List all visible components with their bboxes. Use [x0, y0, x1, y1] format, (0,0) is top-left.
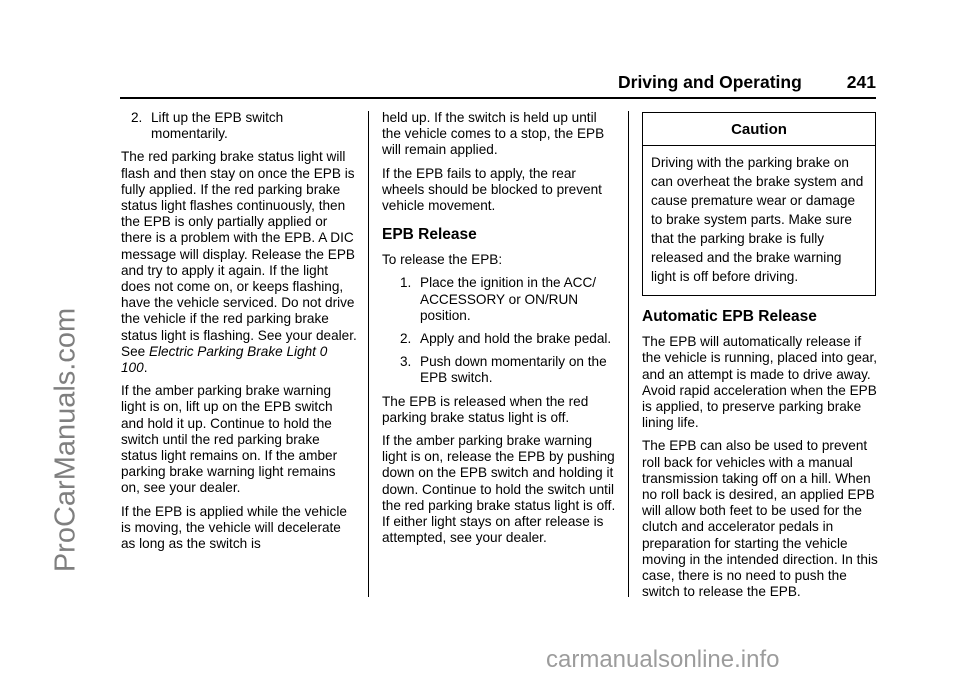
column-divider-2: [628, 111, 629, 597]
step-text: Push down momentarily on the EPB switch.: [420, 354, 607, 386]
step-number: 2.: [400, 331, 412, 347]
sentence-end: .: [143, 360, 148, 376]
step-number: 2.: [131, 110, 143, 125]
list-item: [131, 110, 357, 142]
paragraph: The EPB can also be used to prevent roll back for vehicles with a manual transmission taking off on a hill. When no roll back is desired, an applied EPB will allow both feet to be used for the clutch and accelerator pedals in preparation for starting the vehicle moving in the intended direction. In this case, there is no need to push the switch to release the EPB.: [642, 438, 878, 600]
cross-reference-link[interactable]: [121, 344, 327, 375]
step-number: 1.: [400, 275, 412, 291]
step-text: Place the ignition in the ACC/ ACCESSORY or ON/RUN position.: [420, 275, 597, 323]
paragraph: To release the EPB:: [382, 252, 503, 268]
reference-page: 100: [121, 360, 144, 376]
step-text: Lift up the EPB switch momentarily.: [151, 110, 284, 142]
paragraph: held up. If the switch is held up until the vehicle comes to a stop, the EPB will remain applied.: [382, 110, 605, 158]
page-number: 241: [846, 72, 876, 92]
caution-title: Caution: [643, 113, 875, 146]
paragraph: If the EPB is applied while the vehicle is moving, the vehicle will decelerate as long as the switch is: [121, 503, 347, 552]
paragraph-text: The red parking brake status light will flash and then stay on once the EPB is fully applied. If the red parking brake status light flashes continuously, then the EPB is only partially applied or there is a problem with the EPB. A DIC message will display. Release the EPB and try to apply it again. If the light does not come on, or keeps flashing, have the vehicle serviced. Do not drive the vehicle if the red parking brake status light is flashing. See your dealer. See: [121, 149, 357, 359]
paragraph: [121, 149, 357, 376]
caution-box: [642, 112, 876, 296]
caution-text: Driving with the parking brake on can overheat the brake system and cause premature wear or damage to brake system parts. Make sure that the parking brake is fully released and the brake warning light is off before driving.: [651, 155, 864, 285]
paragraph: The EPB is released when the red parking brake status light is off.: [382, 393, 589, 425]
step-text: Apply and hold the brake pedal.: [420, 331, 612, 347]
section-heading: Automatic EPB Release: [642, 308, 817, 326]
column-2: [382, 110, 616, 553]
side-watermark: ProCarManuals.com: [49, 307, 82, 573]
page-arrow-icon: 0: [319, 343, 328, 359]
step-number: 3.: [400, 354, 412, 370]
column-divider-1: [368, 111, 369, 597]
paragraph: If the amber parking brake warning light is on, release the EPB by pushing down on the EPB switch and holding it down. Continue to hold the switch until the red parking brake status light is off. If either light stays on after release is attempted, see your dealer.: [382, 433, 616, 546]
list-item: [400, 275, 616, 324]
column-3: [642, 110, 878, 607]
section-heading: EPB Release: [382, 226, 477, 244]
reference-title: Electric Parking Brake Light: [148, 343, 316, 359]
section-title: Driving and Operating: [618, 72, 802, 92]
page-header: [618, 72, 876, 93]
paragraph: If the EPB fails to apply, the rear wheels should be blocked to prevent vehicle movement.: [382, 165, 602, 214]
paragraph: The EPB will automatically release if the vehicle is running, placed into gear, and an attempt is made to drive away. Avoid rapid acceleration when the EPB is applied, to preserve parking brake lining life.: [642, 334, 878, 431]
header-rule: [120, 97, 876, 99]
list-item: [400, 354, 616, 386]
paragraph: If the amber parking brake warning light is on, lift up on the EPB switch and hold it up. Continue to hold the switch until the red parking brake status light remains on. If the amber parking brake warning light remains on, see your dealer.: [121, 383, 338, 496]
list-item: [400, 331, 616, 347]
bottom-watermark: carmanualsonline.info: [546, 646, 780, 673]
column-1: [121, 110, 357, 559]
